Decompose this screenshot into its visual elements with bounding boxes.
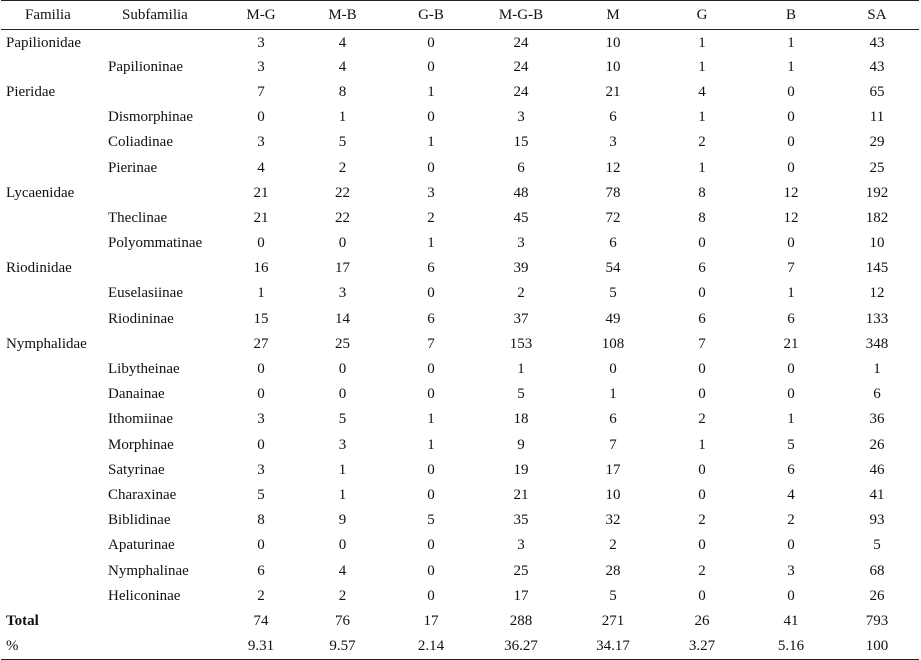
value-cell-m-b: 4	[338, 34, 347, 51]
value-cell-b: 0	[787, 159, 795, 176]
table-row	[1, 105, 919, 130]
familia-cell	[1, 407, 101, 432]
value-cell-g-b: 0	[427, 461, 435, 478]
header-familia: Familia	[1, 1, 101, 30]
value-cell-sa: 133	[865, 310, 889, 327]
value-cell-m-b: 9.57	[296, 634, 389, 659]
value-cell-m: 72	[605, 209, 621, 226]
value-cell-m-b: 5	[338, 134, 347, 151]
table-row	[1, 155, 919, 180]
value-cell-g-b: 0	[427, 109, 435, 126]
value-cell-g-b: 3	[427, 184, 435, 201]
value-cell-m: 32	[605, 512, 621, 529]
table-row	[1, 130, 919, 155]
value-cell-m-g: 3	[257, 58, 265, 75]
value-cell-m-g-b: 25	[513, 562, 529, 579]
table-row	[1, 483, 919, 508]
value-cell-m-g: 21	[253, 209, 269, 226]
value-cell-g: 2	[698, 411, 706, 428]
value-cell-m: 34.17	[569, 634, 657, 659]
value-cell-m: 2	[609, 537, 617, 554]
value-cell-g-b: 0	[427, 361, 435, 378]
table-row	[1, 433, 919, 458]
subfamilia-cell: Riodininae	[108, 310, 174, 327]
familia-cell: Pieridae	[6, 83, 56, 100]
subfamilia-cell: Heliconinae	[108, 587, 181, 604]
percent-row	[1, 634, 919, 659]
familia-cell	[1, 584, 101, 609]
value-cell-g: 8	[698, 184, 706, 201]
value-cell-m-g-b: 5	[517, 386, 525, 403]
value-cell-g-b: 6	[427, 260, 435, 277]
value-cell-g: 0	[698, 537, 706, 554]
value-cell-g-b: 0	[427, 537, 435, 554]
value-cell-g-b: 0	[427, 285, 435, 302]
value-cell-b: 12	[783, 184, 799, 201]
subfamilia-cell: Satyrinae	[108, 461, 165, 478]
value-cell-g-b: 6	[427, 310, 435, 327]
value-cell-sa: 46	[869, 461, 885, 478]
value-cell-g-b: 0	[427, 587, 435, 604]
value-cell-sa: 43	[869, 58, 885, 75]
value-cell-m-g: 3	[257, 34, 265, 51]
value-cell-b: 3	[787, 562, 795, 579]
value-cell-sa: 43	[869, 34, 885, 51]
familia-cell: Riodinidae	[6, 260, 72, 277]
subfamilia-cell: Pierinae	[108, 159, 158, 176]
value-cell-b: 0	[787, 537, 795, 554]
value-cell-sa: 41	[869, 486, 885, 503]
value-cell-m-g: 0	[257, 386, 265, 403]
value-cell-m-g-b: 2	[517, 285, 525, 302]
value-cell-sa: 36	[869, 411, 885, 428]
table-row	[1, 231, 919, 256]
table-row	[1, 206, 919, 231]
value-cell-b: 0	[787, 134, 795, 151]
value-cell-m-g-b: 39	[513, 260, 529, 277]
value-cell-m-b: 2	[338, 159, 347, 176]
value-cell-m: 12	[605, 159, 621, 176]
subfamilia-cell	[101, 332, 226, 357]
value-cell-sa: 10	[869, 235, 885, 252]
value-cell-g-b: 17	[423, 612, 439, 629]
value-cell-g-b: 1	[427, 134, 435, 151]
subfamilia-cell: Coliadinae	[108, 134, 173, 151]
table-row	[1, 181, 919, 206]
value-cell-sa: 93	[869, 512, 885, 529]
subfamilia-cell: Libytheinae	[108, 361, 180, 378]
value-cell-g-b: 0	[427, 386, 435, 403]
table-body	[1, 30, 919, 660]
value-cell-m: 5	[609, 285, 617, 302]
table-row	[1, 332, 919, 357]
total-row	[1, 609, 919, 634]
subfamilia-cell	[101, 80, 226, 105]
value-cell-m-g: 3	[257, 134, 265, 151]
value-cell-b: 0	[787, 109, 795, 126]
value-cell-b: 0	[787, 83, 795, 100]
value-cell-m-g-b: 288	[509, 612, 533, 629]
value-cell-b: 0	[787, 587, 795, 604]
familia-cell: Nymphalidae	[6, 335, 87, 352]
subfamilia-cell: Nymphalinae	[108, 562, 189, 579]
value-cell-m: 7	[609, 436, 617, 453]
value-cell-b: 1	[787, 285, 795, 302]
subfamilia-cell: Polyommatinae	[108, 235, 203, 252]
value-cell-g-b: 1	[427, 411, 435, 428]
value-cell-g: 3.27	[657, 634, 747, 659]
value-cell-m-g-b: 36.27	[473, 634, 569, 659]
value-cell-m-b: 14	[335, 310, 350, 327]
value-cell-g: 0	[698, 461, 706, 478]
value-cell-m: 271	[601, 612, 625, 629]
value-cell-g: 2	[698, 512, 706, 529]
subfamilia-cell: Papilioninae	[108, 58, 183, 75]
value-cell-sa: 26	[869, 587, 885, 604]
value-cell-m-g-b: 17	[513, 587, 529, 604]
value-cell-m-b: 0	[338, 386, 347, 403]
familia-cell	[1, 155, 101, 180]
value-cell-g: 2	[698, 562, 706, 579]
value-cell-m-g: 2	[257, 587, 265, 604]
value-cell-g-b: 1	[427, 83, 435, 100]
familia-cell	[1, 558, 101, 583]
value-cell-m-g: 0	[257, 436, 265, 453]
value-cell-m-g-b: 3	[517, 109, 525, 126]
header-subfamilia: Subfamilia	[101, 1, 226, 30]
value-cell-b: 5	[787, 436, 795, 453]
value-cell-m: 17	[605, 461, 621, 478]
value-cell-m: 21	[605, 83, 621, 100]
value-cell-m-b: 0	[338, 537, 347, 554]
value-cell-sa: 1	[873, 361, 881, 378]
value-cell-m-b: 4	[338, 562, 347, 579]
table-row	[1, 307, 919, 332]
species-distribution-table	[1, 0, 919, 660]
value-cell-m-b: 0	[338, 235, 347, 252]
value-cell-g: 0	[698, 285, 706, 302]
value-cell-g-b: 0	[427, 159, 435, 176]
value-cell-b: 2	[787, 512, 795, 529]
value-cell-g: 0	[698, 235, 706, 252]
value-cell-m-b: 17	[335, 260, 350, 277]
value-cell-sa: 182	[865, 209, 889, 226]
table-row	[1, 458, 919, 483]
value-cell-m-g-b: 24	[513, 34, 529, 51]
value-cell-g: 1	[698, 58, 706, 75]
value-cell-b: 0	[787, 386, 795, 403]
value-cell-m-b: 3	[338, 436, 347, 453]
value-cell-m-g: 0	[257, 537, 265, 554]
table-row	[1, 584, 919, 609]
subfamilia-cell	[101, 181, 226, 206]
subfamilia-cell: Apaturinae	[108, 537, 175, 554]
value-cell-sa: 5	[873, 537, 881, 554]
value-cell-m: 5	[609, 587, 617, 604]
header-m: M	[569, 1, 657, 30]
table-row	[1, 533, 919, 558]
value-cell-sa: 6	[873, 386, 881, 403]
value-cell-g: 0	[698, 361, 706, 378]
value-cell-m-g-b: 9	[517, 436, 525, 453]
table-row	[1, 357, 919, 382]
value-cell-g: 1	[698, 159, 706, 176]
value-cell-g: 8	[698, 209, 706, 226]
subfamilia-cell: Biblidinae	[108, 512, 171, 529]
value-cell-b: 1	[787, 411, 795, 428]
value-cell-m-g-b: 3	[517, 537, 525, 554]
subfamilia-cell: Charaxinae	[108, 486, 177, 503]
value-cell-m: 10	[605, 58, 621, 75]
familia-cell	[1, 206, 101, 231]
subfamilia-cell: Morphinae	[108, 436, 174, 453]
table-row	[1, 281, 919, 306]
value-cell-m-b: 4	[338, 58, 347, 75]
value-cell-m-b: 22	[335, 209, 350, 226]
value-cell-m-g-b: 45	[513, 209, 529, 226]
value-cell-g: 2	[698, 134, 706, 151]
value-cell-sa: 12	[869, 285, 885, 302]
table-row	[1, 558, 919, 583]
value-cell-g-b: 7	[427, 335, 435, 352]
value-cell-g-b: 0	[427, 58, 435, 75]
familia-cell: Lycaenidae	[6, 184, 75, 201]
familia-cell	[1, 55, 101, 80]
value-cell-m: 49	[605, 310, 621, 327]
value-cell-g-b: 1	[427, 235, 435, 252]
value-cell-m: 108	[601, 335, 625, 352]
familia-cell	[1, 433, 101, 458]
header-m-b: M-B	[296, 1, 389, 30]
value-cell-m-g-b: 37	[513, 310, 529, 327]
value-cell-m-g: 27	[253, 335, 269, 352]
subfamilia-cell: Ithomiinae	[108, 411, 173, 428]
table-row	[1, 55, 919, 80]
value-cell-m-g-b: 24	[513, 58, 529, 75]
value-cell-g: 1	[698, 109, 706, 126]
value-cell-g-b: 0	[427, 486, 435, 503]
value-cell-b: 1	[787, 34, 795, 51]
familia-cell	[1, 105, 101, 130]
header-g: G	[657, 1, 747, 30]
value-cell-m-g-b: 15	[513, 134, 529, 151]
value-cell-b: 1	[787, 58, 795, 75]
value-cell-m-g: 3	[257, 461, 265, 478]
value-cell-m-b: 3	[338, 285, 347, 302]
value-cell-sa: 793	[865, 612, 889, 629]
subfamilia-cell: Theclinae	[108, 209, 168, 226]
value-cell-m: 10	[605, 486, 621, 503]
value-cell-m-g: 15	[253, 310, 269, 327]
value-cell-m-g: 16	[253, 260, 269, 277]
value-cell-sa: 65	[869, 83, 885, 100]
value-cell-sa: 145	[865, 260, 889, 277]
value-cell-m: 6	[609, 109, 617, 126]
value-cell-b: 41	[783, 612, 799, 629]
familia-cell	[1, 130, 101, 155]
value-cell-m-g: 6	[257, 562, 265, 579]
value-cell-sa: 348	[865, 335, 889, 352]
value-cell-m-g: 8	[257, 512, 265, 529]
subfamilia-cell: Danainae	[108, 386, 165, 403]
value-cell-g: 1	[698, 34, 706, 51]
table-row	[1, 80, 919, 105]
value-cell-m-g: 5	[257, 486, 265, 503]
familia-cell: %	[1, 634, 101, 659]
table-row	[1, 256, 919, 281]
value-cell-m-b: 2	[338, 587, 347, 604]
value-cell-g: 6	[698, 310, 706, 327]
value-cell-sa: 100	[835, 634, 919, 659]
value-cell-m-g: 9.31	[226, 634, 296, 659]
value-cell-m-b: 0	[338, 361, 347, 378]
familia-cell	[1, 231, 101, 256]
familia-cell	[1, 382, 101, 407]
value-cell-b: 12	[783, 209, 799, 226]
table-row	[1, 407, 919, 432]
value-cell-m: 0	[609, 361, 617, 378]
value-cell-g: 0	[698, 386, 706, 403]
table-row	[1, 508, 919, 533]
value-cell-g-b: 5	[427, 512, 435, 529]
familia-cell: Papilionidae	[6, 34, 81, 51]
value-cell-b: 0	[787, 361, 795, 378]
header-sa: SA	[835, 1, 919, 30]
value-cell-g-b: 0	[427, 34, 435, 51]
header-row	[1, 1, 919, 30]
value-cell-b: 21	[783, 335, 799, 352]
familia-cell	[1, 458, 101, 483]
value-cell-m-g: 0	[257, 235, 265, 252]
value-cell-sa: 25	[869, 159, 885, 176]
subfamilia-cell	[101, 30, 226, 55]
familia-cell	[1, 281, 101, 306]
value-cell-m: 10	[605, 34, 621, 51]
value-cell-m-g: 4	[257, 159, 265, 176]
value-cell-m-b: 5	[338, 411, 347, 428]
familia-cell: Total	[6, 612, 39, 629]
value-cell-m-g-b: 6	[517, 159, 525, 176]
value-cell-m-g-b: 1	[517, 361, 525, 378]
value-cell-m: 6	[609, 411, 617, 428]
table-row	[1, 382, 919, 407]
value-cell-g: 0	[698, 486, 706, 503]
value-cell-g-b: 0	[427, 562, 435, 579]
value-cell-m-b: 9	[338, 512, 347, 529]
value-cell-m: 78	[605, 184, 621, 201]
value-cell-m-g-b: 19	[513, 461, 529, 478]
value-cell-m-b: 22	[335, 184, 350, 201]
value-cell-sa: 29	[869, 134, 885, 151]
value-cell-m-b: 1	[338, 486, 347, 503]
value-cell-m-g: 7	[257, 83, 265, 100]
value-cell-b: 6	[787, 310, 795, 327]
value-cell-g-b: 2	[427, 209, 435, 226]
value-cell-m-b: 8	[338, 83, 347, 100]
value-cell-m: 6	[609, 235, 617, 252]
value-cell-g: 0	[698, 587, 706, 604]
familia-cell	[1, 533, 101, 558]
value-cell-m-b: 1	[338, 109, 347, 126]
value-cell-m-g: 0	[257, 361, 265, 378]
subfamilia-cell: Euselasiinae	[108, 285, 183, 302]
value-cell-b: 4	[787, 486, 795, 503]
value-cell-m-b: 76	[335, 612, 350, 629]
subfamilia-cell	[101, 256, 226, 281]
value-cell-g: 1	[698, 436, 706, 453]
value-cell-m-g: 74	[253, 612, 269, 629]
header-b: B	[747, 1, 835, 30]
value-cell-m-g-b: 21	[513, 486, 529, 503]
value-cell-m-g-b: 35	[513, 512, 529, 529]
value-cell-m-b: 1	[338, 461, 347, 478]
value-cell-m: 3	[609, 134, 617, 151]
subfamilia-cell	[101, 634, 226, 659]
value-cell-g: 7	[698, 335, 706, 352]
value-cell-g: 4	[698, 83, 706, 100]
familia-cell	[1, 508, 101, 533]
header-m-g-b: M-G-B	[473, 1, 569, 30]
table-row	[1, 30, 919, 55]
value-cell-b: 6	[787, 461, 795, 478]
subfamilia-cell	[101, 609, 226, 634]
value-cell-m: 1	[609, 386, 617, 403]
value-cell-g-b: 2.14	[389, 634, 473, 659]
value-cell-m: 54	[605, 260, 621, 277]
value-cell-sa: 11	[869, 109, 885, 126]
subfamilia-cell: Dismorphinae	[108, 109, 193, 126]
value-cell-g: 6	[698, 260, 706, 277]
value-cell-g: 26	[694, 612, 710, 629]
value-cell-m-g: 21	[253, 184, 269, 201]
value-cell-b: 7	[787, 260, 795, 277]
value-cell-m: 28	[605, 562, 621, 579]
familia-cell	[1, 483, 101, 508]
value-cell-m-g: 1	[257, 285, 265, 302]
value-cell-b: 5.16	[747, 634, 835, 659]
familia-cell	[1, 357, 101, 382]
value-cell-g-b: 1	[427, 436, 435, 453]
familia-cell	[1, 307, 101, 332]
value-cell-b: 0	[787, 235, 795, 252]
value-cell-m-g-b: 48	[513, 184, 529, 201]
value-cell-m-g: 3	[257, 411, 265, 428]
value-cell-m-b: 25	[335, 335, 350, 352]
value-cell-sa: 26	[869, 436, 885, 453]
header-m-g: M-G	[226, 1, 296, 30]
value-cell-sa: 68	[869, 562, 885, 579]
value-cell-sa: 192	[865, 184, 889, 201]
value-cell-m-g-b: 153	[509, 335, 533, 352]
value-cell-m-g-b: 18	[513, 411, 529, 428]
value-cell-m-g: 0	[257, 109, 265, 126]
value-cell-m-g-b: 24	[513, 83, 529, 100]
value-cell-m-g-b: 3	[517, 235, 525, 252]
header-g-b: G-B	[389, 1, 473, 30]
